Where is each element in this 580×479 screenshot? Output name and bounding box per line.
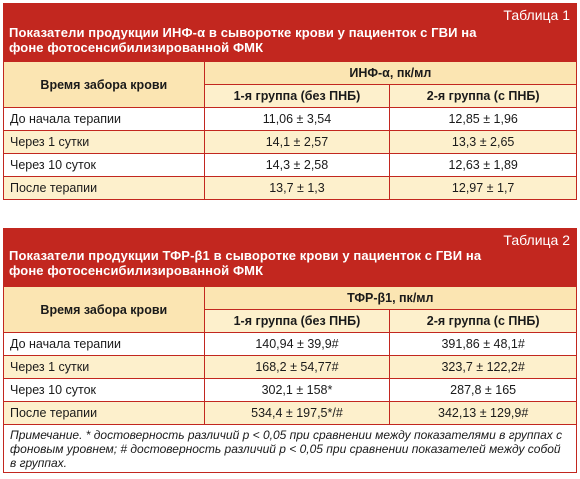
table1-col-group1: 1-я группа (без ПНБ) xyxy=(204,85,390,108)
row-label: После терапии xyxy=(4,177,205,200)
cell-group1: 14,1 ± 2,57 xyxy=(204,131,390,154)
table-row xyxy=(4,379,577,402)
table2-col-measure: ТФР-β1, пк/мл xyxy=(204,287,576,310)
table1-col-time: Время забора крови xyxy=(4,62,205,108)
cell-group1: 168,2 ± 54,77# xyxy=(204,356,390,379)
row-label: Через 10 суток xyxy=(4,154,205,177)
table1-col-measure: ИНФ-α, пк/мл xyxy=(204,62,576,85)
row-label: Через 1 сутки xyxy=(4,356,205,379)
table2-col-group1: 1-я группа (без ПНБ) xyxy=(204,310,390,333)
table2-col-group2: 2-я группа (с ПНБ) xyxy=(390,310,577,333)
cell-group2: 342,13 ± 129,9# xyxy=(390,402,577,425)
row-label: Через 1 сутки xyxy=(4,131,205,154)
cell-group2: 12,97 ± 1,7 xyxy=(390,177,577,200)
cell-group1: 140,94 ± 39,9# xyxy=(204,333,390,356)
table2-panel xyxy=(3,228,577,476)
row-label: До начала терапии xyxy=(4,108,205,131)
row-label: До начала терапии xyxy=(4,333,205,356)
table-row xyxy=(4,108,577,131)
cell-group1: 534,4 ± 197,5*/# xyxy=(204,402,390,425)
table2-footnote: Примечание. * достоверность различий p < 0,05 при сравнении между показателями в группах с фоновым уровнем; # достоверность различий p < 0,05 при сравнении показателей между собой в группах. xyxy=(3,425,577,473)
table1-header xyxy=(3,3,577,61)
table2-col-time: Время забора крови xyxy=(4,287,205,333)
table-row xyxy=(4,356,577,379)
table-row xyxy=(4,177,577,200)
table-row xyxy=(4,131,577,154)
table2-number: Таблица 2 xyxy=(503,232,570,248)
table2 xyxy=(3,286,577,425)
table2-title: Показатели продукции ТФР-β1 в сыворотке крови у пациенток с ГВИ на фоне фотосенсибилизированной ФМК xyxy=(9,248,482,278)
cell-group2: 323,7 ± 122,2# xyxy=(390,356,577,379)
cell-group1: 302,1 ± 158* xyxy=(204,379,390,402)
cell-group1: 11,06 ± 3,54 xyxy=(204,108,390,131)
cell-group1: 13,7 ± 1,3 xyxy=(204,177,390,200)
table1-number: Таблица 1 xyxy=(503,7,570,23)
table1-panel xyxy=(3,3,577,208)
table2-header xyxy=(3,228,577,286)
row-label: После терапии xyxy=(4,402,205,425)
row-label: Через 10 суток xyxy=(4,379,205,402)
table-row xyxy=(4,154,577,177)
table1 xyxy=(3,61,577,200)
cell-group2: 287,8 ± 165 xyxy=(390,379,577,402)
cell-group1: 14,3 ± 2,58 xyxy=(204,154,390,177)
cell-group2: 13,3 ± 2,65 xyxy=(390,131,577,154)
table1-title: Показатели продукции ИНФ-α в сыворотке крови у пациенток с ГВИ на фоне фотосенсибилизированной ФМК xyxy=(9,25,477,55)
cell-group2: 12,63 ± 1,89 xyxy=(390,154,577,177)
table-row xyxy=(4,402,577,425)
table-row xyxy=(4,333,577,356)
table1-col-group2: 2-я группа (с ПНБ) xyxy=(390,85,577,108)
cell-group2: 391,86 ± 48,1# xyxy=(390,333,577,356)
cell-group2: 12,85 ± 1,96 xyxy=(390,108,577,131)
